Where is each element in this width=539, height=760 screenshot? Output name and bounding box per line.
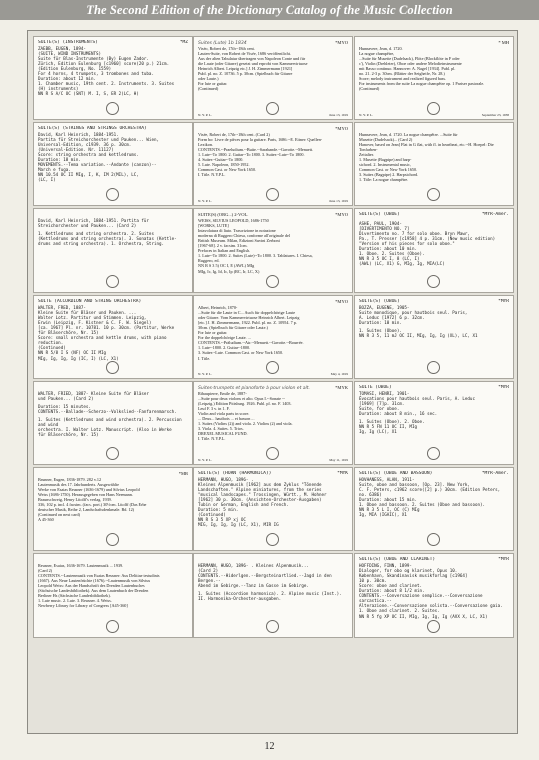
card-text-line: (Continued) [359, 86, 380, 92]
card-text-line: British Museum. Milan, Edizioni Suvini Zerboni [198, 237, 280, 243]
card-text-line: 3. Suites (Bagpipe) 2. Harpsichord. [359, 172, 419, 178]
card-text-line: MIg, Ig, Ig, Ig (IC, I) (LC, X1) [38, 355, 119, 361]
card-heading-line [359, 385, 509, 391]
card-text-line: WALTER, FRIED, 1887- Kleine Suite für Bläser [38, 390, 149, 396]
card-text-line: Kleine Suite für Bläser und Pauken. ... [38, 309, 137, 315]
card-heading-line [198, 471, 348, 477]
card-text-line: 1. Title: La nogue champêtre. [359, 177, 409, 183]
punch-hole [427, 361, 440, 374]
card-text-line: [1969] [7]p. 31cm. [359, 400, 405, 406]
card-text-line: Universal-Edition, c1939. 36 p. 30cm. [38, 141, 132, 147]
library-stamp: N. Y. P. L. [359, 113, 373, 117]
card-text-line: 1. Suites (Accordion harmonica). 2. Alpine music (Inst.). [198, 591, 342, 597]
punch-hole [427, 275, 440, 288]
card-text-line: (Universal-Edition. Nr. 11127) [38, 146, 114, 152]
card-text-line: Berliner Hs (Sächsische Landesbibliothek). [38, 593, 111, 599]
card-text-line: Pa., T. Presser [c1958] 4 p. 31cm. (New music edition) [359, 235, 496, 241]
card-text-line: CONTENTS.--Präludium.--Air.--Menuett.--Gavotte.--Bourrée. [198, 340, 304, 346]
subject-heading: SUITE(S) (OBOE) [359, 212, 400, 217]
card-date: June 13, 1919 [329, 113, 348, 117]
card-text-line: NN R S 3 5) OC I, E (AWL) MIg [198, 263, 255, 269]
call-number: *MYR [498, 385, 509, 390]
card-text-line: NN R S 3 5 XP xj OC [198, 517, 246, 523]
call-number: *MYR [498, 299, 509, 304]
card-text-line: 1. Kettledrums and string orchestra. 2. Suites [38, 230, 154, 236]
catalog-card [354, 208, 514, 293]
card-date: September 23, 1938 [481, 113, 509, 117]
card-text-line: Suite, oboe and bassoon, [Op. 23]. New York, [359, 481, 470, 487]
card-text-line: Tubin or German, English and French. [198, 502, 289, 508]
card-text-line: I. Title. [198, 355, 211, 361]
card-text-line: Abend im Gebirge.--Tanz im Gasse im Gebirge. [198, 582, 309, 588]
card-text-line: no. 21. 2-3 p. 30cm. (Blätter der Seigheife, Nr. 28.) [359, 71, 445, 77]
punch-hole [106, 275, 119, 288]
card-text-line: deutscher Musik, Reihe 2, Landschaftsdenkmale. Bd. 12) [38, 507, 135, 513]
card-text-line: Zeitalter. [359, 151, 374, 157]
card-text-line: Duration: 10 min. [359, 319, 402, 325]
card-heading-line [198, 299, 348, 305]
card-text-line: 1. Lute music. 2. Lute. 3. Reusner. 4. Weiss. [38, 598, 112, 604]
card-text-line: [1962] 30 p. 30cm. (Ansichten-Orchester-Ausgaben) [198, 496, 322, 502]
catalog-card [33, 467, 193, 551]
subject-heading: SUITE(S) (STRINGS AND STRINGS ORCHESTRA) [38, 126, 147, 131]
card-text-line: DREXEL MUSICAL FUND. [198, 431, 248, 437]
card-text-line: Ig, MIA (IGAIC), X1 [359, 512, 407, 518]
subject-heading: SUITE(S) (OBOE) [359, 299, 400, 304]
card-text-line: HERMANN, HUGO, 1896- . [198, 476, 254, 482]
card-text-line: HOFFDING, FINN, 1899- [359, 562, 412, 568]
subject-heading: SUITE (OBOE) [359, 385, 392, 390]
card-text-line: København, Skandinavisk musikforlag [c1964] [359, 572, 468, 578]
catalog-card [33, 381, 193, 465]
card-text-line: Duration: about 10 min. [359, 246, 417, 252]
card-text-line: Score: oboe and clarinet. [359, 582, 423, 588]
card-text-line: NN R 5/8 I S (NF) OC II MIg [38, 350, 107, 356]
card-text-line: Score: string orchestra and kettledrums. [38, 151, 139, 157]
punch-hole [106, 102, 119, 115]
card-text-line: C. F. Peters, c1962 score([2] p.) 30cm. (Edition Peters, [359, 486, 501, 492]
card-text-line: 1. Oboe and clarinet. 2. Suites. [359, 608, 440, 614]
card-heading-line [359, 557, 509, 563]
card-footer [198, 113, 348, 117]
card-text-line: Hunnavere, Jean, d. 1720. La nogue champêtre. ...Suite für [359, 131, 458, 137]
card-text-line: CONTENTS.--Hiderlgen.--Bergsteinartlied.--Jagd in den Bergen.-- [198, 572, 332, 583]
catalog-card [354, 295, 514, 379]
punch-hole [106, 361, 119, 374]
card-text-line: II. Harmonika-Orchester-ausgaben. [198, 596, 282, 602]
card-text-line: BOZZA, EUGENE, 1905- [359, 304, 410, 310]
card-text-line: I. Title. N.Y.P.L. [198, 172, 226, 178]
card-text-line: Dialoger, for obo og klarinet, Opus 10. [359, 567, 458, 573]
card-text-line: Violin and viola parts in score. [198, 410, 250, 416]
card-text-line: A 45-360 [38, 517, 54, 523]
card-text-line: For lute or guitar. [198, 330, 228, 336]
card-text-line: [ca. 1967] Pl. nr. 10781. 10 p. 30cm. (Partitur, Werke [38, 324, 175, 330]
card-text-line: (Sächsische Landesbibliothek). Aus dem Lautenbuch der Dresden [38, 588, 149, 594]
card-text-line: NN R 5 fg XP OC II, MIg, Ig, Ig, Ig (AVX X, LC, X1) [359, 613, 488, 619]
subject-heading: Suites (Lute) 1b 1834 [198, 41, 247, 46]
card-heading-line [38, 212, 188, 218]
catalog-card [33, 553, 193, 638]
card-heading-line [359, 212, 509, 218]
card-heading-line [198, 40, 348, 46]
card-text-line: Landschaften." Alpine miniatures, from the series [198, 486, 322, 492]
subject-heading: SUITE(S) (OBOE AND BASSOON) [359, 471, 433, 476]
card-text-line: March e fuga. [38, 167, 71, 173]
punch-hole [106, 533, 119, 546]
card-text-line: Lautenmusik des 17. Jahrhunderts. Ausgewählte [38, 481, 119, 487]
card-text-line: CONTENTS.--Ballade--Scherzo--Volkslied--Fanfarenmarsch. [38, 408, 177, 414]
punch-hole [266, 620, 279, 633]
card-text-line: HERMANN, HUGO, 1896- . Kleines Alpenmusik... [198, 562, 309, 568]
card-sheet [27, 30, 518, 734]
card-text-line: Alterazione.--Conversazione solista.--Conversazione gaia. [359, 603, 503, 609]
card-text-line: drums and string orchestra). 1. Orchestra, String. [38, 240, 165, 246]
punch-hole [427, 447, 440, 460]
card-text-line: Publ. pl. no. Z. 10736. 5 p. 30cm. (Spielbuch für Gitarre [198, 71, 293, 77]
card-text-line: (Card 2) [38, 567, 53, 573]
card-text-line: David, Karl Heinrich, 1884-1951. [38, 131, 119, 137]
card-footer [198, 372, 348, 376]
catalog-card [193, 208, 353, 293]
card-text-line: Ig, Ig (LC), X1 [359, 429, 397, 435]
card-text-line: Newberry Library for Library of Congress [A45-360] [38, 603, 128, 609]
card-text-line: Divertimento no. 7 for solo oboe. Bryn Mawr, [359, 230, 470, 236]
page-number: 12 [264, 741, 275, 752]
card-heading-line [359, 126, 509, 132]
card-text-line: MOVEMENTS.--Tema variation.--Andante (canzon)-- [38, 162, 157, 168]
card-text-line: Suite, for oboe. [359, 405, 400, 411]
card-text-line: For lute or guitar. [198, 81, 228, 87]
card-heading-line [38, 471, 188, 477]
card-text-line: (H) instruments) [38, 86, 79, 92]
card-heading-line [38, 126, 188, 132]
card-text-line: Score: small orchestra and kettle drums, with piano reduction. [38, 335, 167, 346]
library-stamp: N. Y. P. L. [198, 372, 212, 376]
card-heading-line [359, 471, 509, 477]
card-date: May 11, 1919 [329, 458, 348, 462]
card-heading-line [38, 385, 188, 391]
card-text-line: (Kettledrums and string orchestra). 3. Sonatas (Kettle- [38, 235, 177, 241]
card-text-line: Common Cast. or New York 1650. [198, 167, 257, 173]
card-text-line: 1. Musette (Bagpipe) and harp- [359, 157, 412, 163]
card-footer [198, 199, 348, 203]
card-text-line: For 4 horns, 4 trumpets, 3 trombones and tuba. [38, 71, 154, 77]
card-text-line: Zürich, Edition Eulenburg [c1960] score(20 p.) 21cm. [38, 60, 170, 66]
card-text-line: Braunschweig, Henry Litolff's verlag. 1939. [38, 496, 112, 502]
card-text-line: (Card 2) [198, 567, 219, 573]
card-text-line: 4. Suites--Guitar--To 1800. [198, 157, 244, 163]
card-text-line: [1967-68]. 2 v. facsim. 31cm. [198, 243, 248, 249]
card-text-line: oder Laute.) [198, 76, 219, 82]
card-text-line: Form bo: Livre de pièces pour la guitare. Paris, 1686.--E. Eitner: Quellen- [198, 136, 323, 142]
call-number: *MYO [335, 126, 348, 131]
card-text-line: Erwin (Leipzig, F. Kistner & C. F. W. Siegel) [38, 319, 152, 325]
card-text-line: NN R 3 5 OC I, 8 (LC, I) [359, 256, 420, 262]
card-text-line: 30cm. (Spielbuch für Gitarre oder Laute.) [198, 324, 268, 330]
card-text-line: 5. Lute. Napoleon, 1850-1952. [198, 162, 250, 168]
card-text-line: no. 6386) [359, 491, 382, 497]
card-text-line: I. Title. N.Y.P.L. [198, 436, 226, 442]
card-text-line: 10 p. 30cm. [359, 577, 387, 583]
card-text-line: La nogue champêtre, [359, 50, 395, 56]
punch-hole [106, 447, 119, 460]
subject-heading: SUITE(S) (HORN (HARMONICA)) [198, 471, 272, 476]
card-text-line: 336, 102 p. incl. 4 facsim. (facs. port.) 30½cm. Litolff (Das Erbe [38, 502, 147, 508]
card-text-line: und Pauken... (Card 2) [38, 395, 94, 401]
card-text-line: 1. Oboe. 2. Suites (Oboe). [359, 251, 425, 257]
card-text-line: (Edition Eulenburg, No. 1559) [38, 65, 112, 71]
card-text-line: Aus der alten Tabulatur übertragen von Napoleon Conte und für [198, 55, 306, 61]
card-text-line: Ruggero, ed. [198, 258, 220, 264]
card-footer [359, 113, 509, 117]
card-text-line: Score; melody instrument and realized figured bass. [359, 76, 447, 82]
catalog-banner [0, 0, 539, 20]
card-text-line: Brunner, Eugen, 1836-1879. 282 v.12 [38, 476, 102, 482]
library-stamp: N. Y. P. L. [198, 199, 212, 203]
card-text-line: NN R 3 5 L I, OC (C) MIg [359, 507, 420, 513]
card-heading-line [38, 557, 188, 563]
call-number: *MZ [179, 40, 188, 45]
call-number: *MR [178, 471, 188, 476]
card-text-line: Visée, Robert de, 17th--18th cent. (Card 2) [198, 131, 270, 137]
card-text-line: (Continued) [198, 86, 219, 92]
card-text-line: Weiss (1686-1750). Herausgegeben von Hans Neemann. [38, 491, 133, 497]
card-heading-line [359, 299, 509, 305]
card-text-line: For instruments from the suite La nogue champêtre op. 1 Pariser pastorale. [359, 81, 485, 87]
punch-hole [266, 275, 279, 288]
card-text-line: 3. Viola. 4. Suites. 5. Trios. [198, 426, 244, 432]
card-text-line: 1. Oboe and bassoon. 2. Suites (Oboe and bassoon). [359, 502, 486, 508]
catalog-card [354, 36, 514, 120]
card-text-line: David, Karl Heinrich, 1884-1951. Partita für [38, 217, 149, 223]
subject-heading: SUITE(S) (INSTRUMENTS) [38, 40, 98, 45]
card-text-line: Walter Lotz. Partitur und Stimmen. Leipzig, [38, 314, 147, 320]
card-text-line: HOVHANESS, ALAN, 1911- [359, 476, 415, 482]
card-text-line: ...Suite pour deux violons et alto. Opus I.--Sonate -- [198, 395, 285, 401]
card-text-line: WALTER, FRED, 1887- [38, 304, 86, 310]
library-stamp: N. Y. P. L. [198, 113, 212, 117]
card-text-line: Ribaupierre, Emile de, 1887- [198, 390, 247, 396]
card-text-line: [WORKS, LUTE] [198, 222, 229, 228]
card-text-line: Streichorchester und Pauken... (Card 2) [38, 222, 137, 228]
card-text-line: Lexikon. [198, 141, 214, 147]
card-text-line: 1. Suites (Oboe). [359, 327, 402, 333]
call-number: *MYK [335, 385, 348, 390]
card-text-line: MIg, Ic, Ig, Id, Ic, Ip (RC, Ir, LC, X) [198, 268, 260, 274]
card-text-line: For the doppelchörige Laute. ... [198, 335, 251, 341]
catalog-card [193, 553, 353, 638]
card-text-line: Hunnavere, Jean, d. 1720. [359, 45, 403, 51]
card-text-line: (Continued) [198, 512, 226, 518]
card-text-line: NN R 5 FN 11 OC II, MIg [359, 424, 417, 430]
call-number: *MYO [335, 299, 348, 304]
card-text-line: MIG, Ig, Ig, Ig (LC, X1), MIR IG [198, 522, 279, 528]
card-text-line: 1. Suites (Oboe). 2. Oboe. [359, 419, 425, 425]
card-text-line: CONTENTS.--Praeludium.--Buite.--Sarabande.--Gavotte.--Menuett. [198, 146, 314, 152]
card-text-line: Reusner, Esaias, 1636-1679. Lautenmusik ... 1939. [38, 562, 124, 568]
catalog-card [33, 295, 193, 379]
card-text-line: Duration: 18 min. [38, 157, 81, 163]
card-text-line: Lauten-Suite, von Robert de Visée, 1686 veröffentlicht. [198, 50, 291, 56]
card-text-line: sichord. 2. Instrumental music, [359, 162, 411, 168]
card-text-line: 1. Lute--1800. 2. Guitar--1800. [198, 345, 251, 351]
card-text-line: (LC, I) [38, 177, 56, 183]
card-text-line: CONTENTS.--Conversazione semplice.--Conversazione sarcastica.-- [359, 593, 483, 604]
card-date: June 13, 1919 [329, 199, 348, 203]
card-text-line: 1. Chamber music, 19th cent. 2. Instruments. 3. Suites [38, 81, 175, 87]
card-heading-line [198, 557, 348, 563]
call-number: *MYO [335, 40, 348, 45]
catalog-card [193, 381, 353, 465]
card-text-line: CONTENTS.--Lautenmusik von Esaias Reusner: Aus Delitiae testudinis [38, 572, 160, 578]
card-text-line: Musette (Dudelsack)... (Card 2) [359, 136, 413, 142]
card-text-line: TOMASI, HENRI, 1901- [359, 390, 410, 396]
card-text-line: Suite für Blas-Instrumente (By) Eugen Zador. [38, 55, 149, 61]
card-text-line: Intavolatura di liuto. Trascrizione in notazione [198, 227, 276, 233]
catalog-card [33, 36, 193, 120]
card-text-line: 1. Lute--To 1800. 2. Suites (Lute)--To 1800. 3. Tablatures. I. Chiesa, [198, 253, 313, 259]
card-text-line: 1. Suites (Kettledrums and wind orchestra). 2. Percussion and wind [38, 416, 182, 428]
card-text-line: (AWL) (LC, X1) G, MIg, Ig, MIA(LC) [359, 261, 445, 267]
card-text-line: ASHE, PAUL, 1904- [359, 220, 402, 226]
card-heading-line [359, 40, 509, 46]
card-text-line: Kleines Alpenmusik [1962] aus dem Zyklus "Tönende [198, 481, 322, 487]
catalog-card [354, 467, 514, 551]
card-text-line: (Continued) [38, 345, 66, 351]
subject-heading: SUITE(S) (ORG...) 2-VOL. [198, 212, 249, 217]
catalog-card [33, 208, 193, 293]
punch-hole [106, 188, 119, 201]
card-text-line: "Version of his pieces for solo oboe." [359, 240, 455, 246]
card-heading-line [38, 40, 188, 46]
library-stamp: N. Y. P. L. [198, 458, 212, 462]
card-text-line: 1. Suites (Violins (2)) and viola. 2. Violins (2) and viola. [198, 421, 293, 427]
card-text-line: Duration: about 12 min. [38, 76, 96, 82]
card-text-line: Duration: 5 min. [198, 507, 239, 513]
card-text-line: orchestra. I. Walter Lotz. Manuscript. (Also in Werke [38, 427, 172, 433]
catalog-card [354, 381, 514, 465]
card-text-line: (1667). Aus Neue Lautenfrüchte (1676).--Lautenmusik von Silvius [38, 577, 151, 583]
card-text-line: (SUITE, WIND INSTRUMENTS) [38, 50, 102, 56]
catalog-card [193, 122, 353, 206]
card-text-line: Heinrich Albert. Leipzig etc.] J. H. Zimmermann [1921] [198, 65, 293, 71]
card-text-line: Viséo, Robert de, 17th--18th cent. [198, 45, 255, 51]
card-text-line: Duration: about 8 min., 16 sec. [359, 410, 438, 416]
card-date: May 4, 1919 [330, 372, 348, 376]
card-text-line: Common Cast. or New York 1650. [359, 167, 418, 173]
card-heading-line [198, 126, 348, 132]
card-heading-line [198, 385, 348, 391]
card-text-line: ... Deux... hautbois ... et basson ... [198, 416, 255, 422]
banner-title: The Second Edition of the Dictionary Catalog of the Music Collection [86, 3, 453, 17]
call-number: *MYK [337, 471, 348, 476]
card-text-line: die Laute (oder Gitarre) gesetzt und erprobt von Kammervirtuose [198, 60, 308, 66]
card-text-line: Albert, Heinrich, 1870- [198, 304, 238, 310]
card-text-line: Duration: about 15 min. [359, 496, 417, 502]
call-number: *MYR-Amer. [481, 212, 509, 217]
card-text-line: Prefaces in Italian and English. [198, 248, 251, 254]
card-text-line: ...Suite für die Laute in C... Auch für doppelchörige Laute [198, 309, 296, 315]
card-text-line: ...Suite für Musette (Dudelsack), Flöte (Blockflöte in F oder [359, 55, 460, 61]
card-text-line: [etc.] J. H. Zimmermann, 1922. Publ. pl. no. Z. 10954. 7 p. [198, 319, 297, 325]
card-text-line: moderna di Ruggero Chiesa, conforme all'originale del [198, 232, 291, 238]
call-number: *MYO [335, 212, 348, 217]
punch-hole [427, 533, 440, 546]
catalog-card [33, 122, 193, 206]
punch-hole [427, 620, 440, 633]
card-text-line: ZAEBB, EUGEN, 1894- [38, 45, 86, 51]
card-text-line: für Bläserchöre, Nr. 15) [38, 432, 99, 438]
call-number: * MH [498, 40, 509, 45]
card-text-line: NN R 3 5, 11 mJ OC II, MIg, Ig, Ig (XL), LC, X1 [359, 333, 478, 339]
card-text-line: Évocations pour hautbois seul. Paris, A. Leduc [359, 395, 475, 401]
card-text-line: Leuf F. 3 v. in 1. F. [198, 405, 230, 411]
subject-heading: SUITE(S) (OBOE AND CLARINET) [359, 557, 436, 562]
subject-heading: Suites-trumpets et pianoforte à pour violon et alt. [198, 386, 310, 391]
card-text-line: NN 10.54 OC II MIg, I, K, IM 2(MIL), LC, [38, 172, 139, 178]
card-text-line: Duration: about 8 1/2 min. [359, 588, 425, 594]
card-text-line: "musical landscapes." Trossingen, Württ., M. Hohner [198, 491, 327, 497]
punch-hole [427, 188, 440, 201]
catalog-card [193, 467, 353, 551]
punch-hole [266, 533, 279, 546]
catalog-card [354, 122, 514, 206]
subject-heading: SUITE (ACCORDION AND STRING ORCHESTRA) [38, 299, 142, 304]
card-text-line: Hanover, based on Jean] Flat in G flat, with fl. in heartbeat, etc.--H. Hoepel: Die Tonfarben- [359, 141, 494, 152]
card-text-line: Duration: 15 minutes. [38, 403, 91, 409]
card-text-line: 3. Suites--Lute. Common Cast. or New York 1650. [198, 350, 284, 356]
card-heading-line [198, 212, 348, 218]
card-footer [198, 458, 348, 462]
card-text-line: oder Gitarre. Vom Kammervirtuose Heinrich Albert. Leipzig [198, 314, 300, 320]
card-heading-line [38, 299, 188, 305]
card-text-line: c'), Violin (Drehleier), Oboe oder andere Melodieinstrumente [359, 60, 462, 66]
card-text-line: Werke von Esaias Reusner (1636-1679) und Silvius Leopold [38, 486, 140, 492]
call-number: *MYR-Amer. [481, 471, 509, 476]
card-text-line: Partita für Streichorchester und Pauken... Wien, [38, 136, 160, 142]
catalog-card [193, 295, 353, 379]
card-text-line: [DIVERTIMENTO NO. 7] [359, 225, 410, 231]
card-text-line: (Leipzig.) Edition Pittsburg. 1926. Publ. pl. no. F. 1403. [198, 400, 292, 406]
call-number: *MYR [498, 557, 509, 562]
card-text-line: Suite monodique, pour hautbois seul. Paris, [359, 309, 468, 315]
card-text-line: (Continued on next card) [38, 512, 80, 518]
punch-hole [106, 620, 119, 633]
card-text-line: mit Basso continuo. Hannover: A. Nagel [1934]. Publ. pl. [359, 65, 456, 71]
catalog-card [354, 553, 514, 638]
card-text-line: 1. Lute--To 1800. 2. Guitar--To 1800. 3. Suites--Lute--To 1800. [198, 151, 305, 157]
card-text-line: Leopold Weiss: Aus der Handschrift des Dresden Lautenbuches [38, 582, 145, 588]
card-text-line: WEISS, SILVIUS LEOPOLD, 1686-1750 [198, 217, 269, 223]
card-text-line: für Bläserchöre, Nr. 15) [38, 330, 99, 336]
catalog-card [193, 36, 353, 120]
card-text-line: A. Leduc [1972] 6 p. 32cm. [359, 314, 425, 320]
card-text-line: NN R S A/C OC (SNT) M. I, S, ER 2(LC, H) [38, 91, 139, 97]
